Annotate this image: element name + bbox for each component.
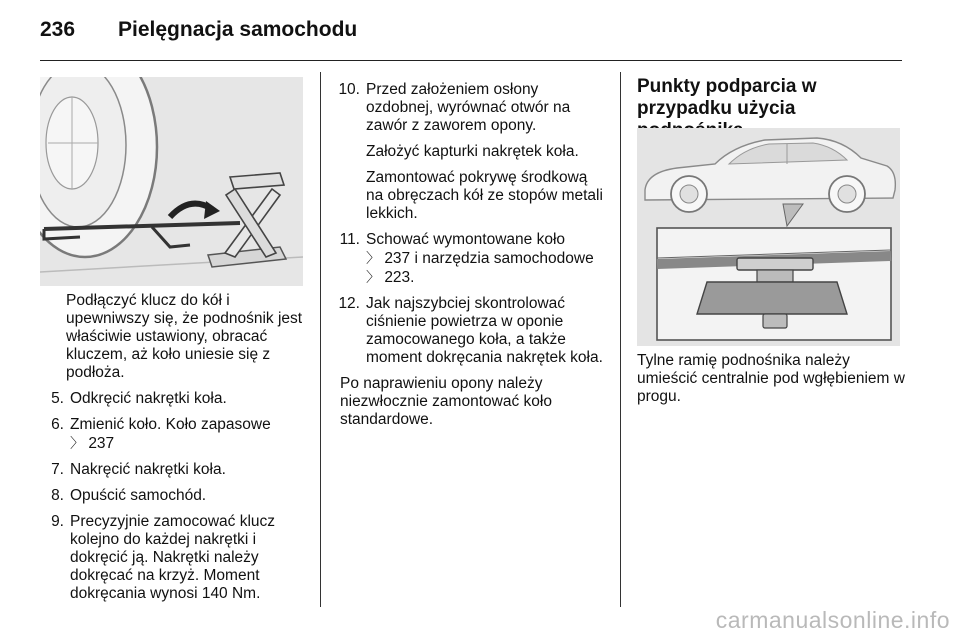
column-divider-1 — [320, 72, 321, 607]
car-jacking-point-drawing — [637, 128, 900, 346]
step-text: Przed założeniem osłony ozdobnej, wyrównać otwór na zawór z zaworem opony. — [366, 81, 571, 134]
step-text: Schować wymontowane koło — [366, 231, 566, 248]
column-divider-2 — [620, 72, 621, 607]
step-text: Nakręcić nakrętki koła. — [70, 461, 226, 478]
jack-wheel-drawing — [40, 77, 303, 286]
page-reference-link[interactable]: 237 — [384, 250, 411, 267]
reference-arrow-icon: 〉 — [366, 269, 380, 285]
step-text: Jak najszybciej skontrolować ciśnienie powietrza w oponie zamocowanego koła, a także moment dokręcania nakrętek koła. — [366, 295, 603, 366]
jack-wheel-illustration — [40, 77, 303, 286]
step-number: 6. — [51, 416, 64, 433]
column-1-text — [40, 292, 315, 611]
list-item-step-7 — [40, 461, 315, 479]
step-number: 11. — [339, 231, 360, 248]
jacking-point-illustration — [637, 128, 900, 346]
list-item-step-11 — [332, 231, 604, 287]
jacking-caption: Tylne ramię podnośnika należy umieścić centralnie pod wgłębieniem w progu. — [637, 352, 905, 405]
page-title: Pielęgnacja samochodu — [118, 18, 358, 41]
step-text: Zmienić koło. Koło zapasowe — [70, 416, 271, 433]
page-reference-link[interactable]: 223. — [384, 269, 415, 286]
reference-arrow-icon: 〉 — [70, 435, 84, 451]
list-item-step-8 — [40, 487, 315, 505]
step-10-note-caps: Założyć kapturki nakrętek koła. — [366, 143, 579, 160]
intro-paragraph: Podłączyć klucz do kół i upewniwszy się, że podnośnik jest właściwie ustawiony, obracać kluczem, aż koło uniesie się z podłoża. — [66, 292, 303, 381]
list-item-step-9 — [40, 513, 315, 603]
step-10-note-cover: Zamontować pokrywę środkową na obręczach kół ze stopów metali lekkich. — [366, 169, 603, 222]
page-header — [40, 14, 902, 62]
list-item-step-10 — [332, 81, 604, 223]
closing-paragraph: Po naprawieniu opony należy niezwłocznie zamontować koło standardowe. — [340, 375, 552, 428]
step-number: 7. — [51, 461, 64, 478]
list-item-step-5 — [40, 390, 315, 408]
step-text: Opuścić samochód. — [70, 487, 207, 504]
step-number: 9. — [51, 513, 64, 530]
page-number: 236 — [40, 18, 76, 41]
list-item-step-6 — [40, 416, 315, 453]
step-number: 10. — [338, 81, 360, 98]
section-heading: Punkty podparcia w przypadku użycia — [637, 76, 817, 119]
step-text: Odkręcić nakrętki koła. — [70, 390, 227, 407]
reference-arrow-icon: 〉 — [366, 250, 380, 266]
column-3-text — [637, 352, 909, 414]
page-reference-link[interactable]: 237 — [88, 435, 115, 452]
step-text: Precyzyjnie zamocować klucz kolejno do każdej nakrętki i dokręcić ją. Nakrętki należy dokręcać na krzyż. Moment dokręcania wynosi 140 Nm. — [70, 513, 276, 602]
column-2-text — [332, 81, 604, 437]
header-rule — [40, 60, 902, 61]
step-text-cont: i narzędzia samochodowe — [414, 250, 594, 267]
step-number: 8. — [51, 487, 64, 504]
watermark-brand: carmanualsonline.info — [715, 607, 950, 633]
step-number: 12. — [338, 295, 360, 312]
list-item-step-12 — [332, 295, 604, 367]
step-number: 5. — [51, 390, 64, 407]
